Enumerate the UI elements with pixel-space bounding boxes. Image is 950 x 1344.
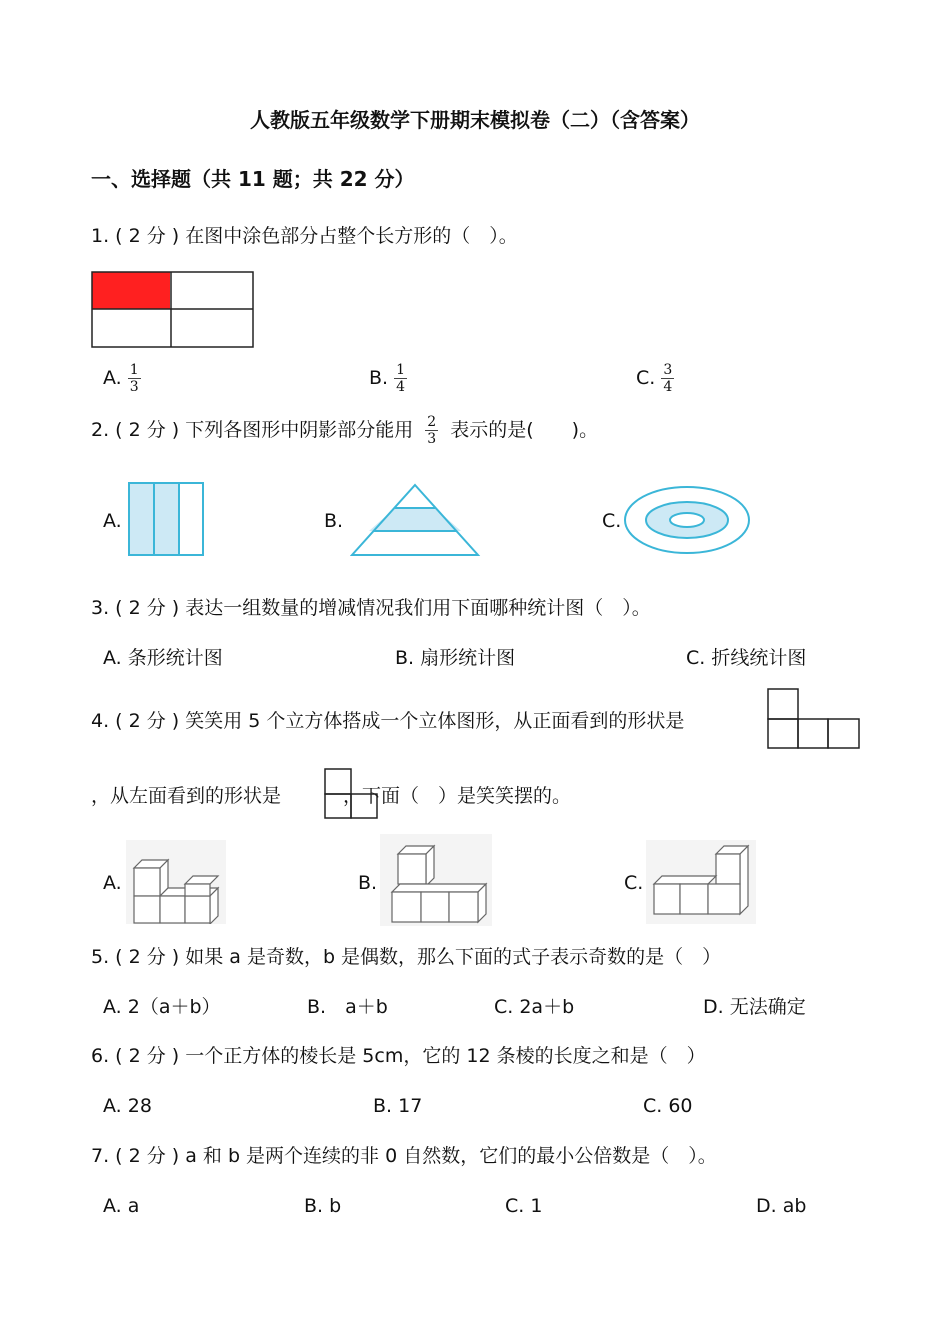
question-6-option-c[interactable]: C. 60 [643,1095,693,1117]
question-2-stem: 2. ( 2 分 ) 下列各图形中阴影部分能用 $\frac{2}{3}$ 表示的是( )。 [91,414,599,447]
question-7-option-a[interactable]: A. a [103,1195,140,1217]
question-4-stem-line2: ，从左面看到的形状是 ，下面（ ）是笑笑摆的。 [91,785,572,807]
question-5-stem: 5. ( 2 分 ) 如果 a 是奇数，b 是偶数，那么下面的式子表示奇数的是（ ） [91,946,722,968]
question-6-option-a[interactable]: A. 28 [103,1095,152,1117]
question-4-front-view-figure [767,688,861,750]
section-heading: 一、选择题（共 11 题；共 22 分） [91,167,415,191]
question-7-option-b[interactable]: B. b [304,1195,342,1217]
fraction: $\frac{1}{4}$ [396,362,406,395]
question-2-option-c-figure [623,486,753,556]
question-5-option-c[interactable]: C. 2a＋b [494,996,575,1018]
question-4-option-a-label[interactable]: A. [103,872,122,894]
question-3-stem: 3. ( 2 分 ) 表达一组数量的增减情况我们用下面哪种统计图（ ）。 [91,597,651,619]
question-1-option-c[interactable]: C. $\frac{3}{4}$ [636,362,673,395]
question-1-option-b[interactable]: B. $\frac{1}{4}$ [369,362,406,395]
question-2-option-c-label[interactable]: C. [602,510,622,532]
question-4-option-a-figure [126,840,226,924]
shaded-cell [92,272,170,309]
fraction: $\frac{3}{4}$ [663,362,673,395]
question-7-stem: 7. ( 2 分 ) a 和 b 是两个连续的非 0 自然数，它们的最小公倍数是（ ）。 [91,1145,717,1167]
question-6-option-b[interactable]: B. 17 [373,1095,423,1117]
question-3-option-b[interactable]: B. 扇形统计图 [395,647,516,669]
question-4-option-b-figure [380,834,492,926]
question-3-option-c[interactable]: C. 折线统计图 [686,647,807,669]
question-3-option-a[interactable]: A. 条形统计图 [103,647,223,669]
question-2-option-a-label[interactable]: A. [103,510,122,532]
question-5-option-b[interactable]: B. a＋b [307,996,388,1018]
page-title: 人教版五年级数学下册期末模拟卷（二）（含答案） [250,108,700,132]
fraction: $\frac{2}{3}$ [427,414,437,447]
question-1-rectangle-figure [91,271,255,349]
question-4-option-c-label[interactable]: C. [624,872,644,894]
question-4-option-b-label[interactable]: B. [358,872,378,894]
question-4-left-view-figure [324,768,380,820]
question-6-stem: 6. ( 2 分 ) 一个正方体的棱长是 5cm，它的 12 条棱的长度之和是（ ） [91,1045,706,1067]
fraction: $\frac{1}{3}$ [129,362,139,395]
question-5-option-a[interactable]: A. 2（a＋b） [103,996,221,1018]
question-1-option-a[interactable]: A. $\frac{1}{3}$ [103,362,139,395]
question-2-option-a-figure [128,482,206,558]
question-7-option-c[interactable]: C. 1 [505,1195,543,1217]
question-1-stem: 1. ( 2 分 ) 在图中涂色部分占整个长方形的（ ）。 [91,225,518,247]
question-4-option-c-figure [646,840,756,924]
question-2-option-b-label[interactable]: B. [324,510,344,532]
question-7-option-d[interactable]: D. ab [756,1195,807,1217]
question-4-stem-line1: 4. ( 2 分 ) 笑笑用 5 个立方体搭成一个立体图形，从正面看到的形状是 [91,710,685,732]
question-2-option-b-figure [350,483,482,559]
question-5-option-d[interactable]: D. 无法确定 [703,996,806,1018]
